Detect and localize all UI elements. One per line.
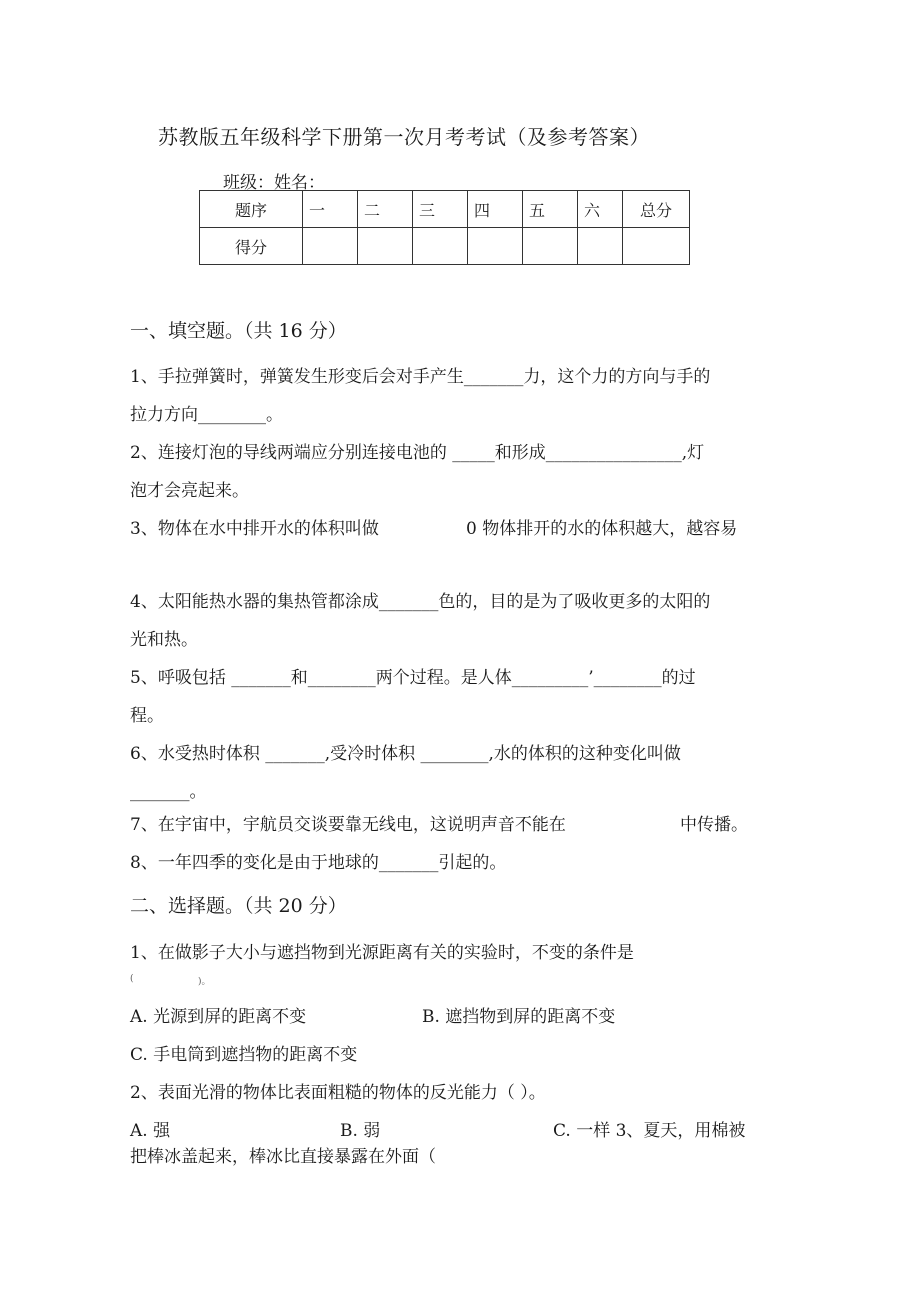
score-table-header-row: [200, 191, 690, 228]
score-cell[interactable]: [623, 228, 690, 265]
section-heading-choice: 二、选择题。（共 20 分）: [130, 895, 347, 917]
fill-question-line: 0 物体排开的水的体积越大，越容易: [466, 519, 738, 539]
choice-question-line: 2、表面光滑的物体比表面粗糙的物体的反光能力（ ）。: [130, 1083, 546, 1103]
fill-question-line: 1、手拉弹簧时，弹簧发生形变后会对手产生_______力，这个力的方向与手的: [130, 367, 711, 387]
option-c[interactable]: C. 手电筒到遮挡物的距离不变: [130, 1045, 358, 1065]
fill-question-line: 中传播。: [680, 815, 748, 835]
fill-question-line: 光和热。: [130, 630, 198, 650]
fill-question-line: 泡才会亮起来。: [130, 481, 249, 501]
fill-question-line: 8、一年四季的变化是由于地球的_______引起的。: [130, 853, 507, 873]
page-title: 苏教版五年级科学下册第一次月考考试（及参考答案）: [158, 125, 650, 149]
fill-question-line: _______。: [130, 782, 207, 802]
score-cell[interactable]: [523, 228, 578, 265]
score-header-cell: 总分: [623, 191, 690, 228]
fill-question-line: 2、连接灯泡的导线两端应分别连接电池的 _____和形成________________,灯: [130, 443, 705, 463]
answer-paren-open: (: [130, 974, 134, 984]
option-a[interactable]: A. 强: [130, 1121, 171, 1141]
score-header-cell: 四: [468, 191, 523, 228]
score-header-cell: 五: [523, 191, 578, 228]
option-b[interactable]: B. 弱: [340, 1121, 381, 1141]
score-header-cell: 六: [578, 191, 623, 228]
option-b[interactable]: B. 遮挡物到屏的距离不变: [422, 1007, 616, 1027]
option-a[interactable]: A. 光源到屏的距离不变: [130, 1007, 307, 1027]
section-heading-fill: 一、填空题。（共 16 分）: [130, 320, 347, 342]
score-header-cell: 题序: [200, 191, 303, 228]
score-header-cell: 二: [358, 191, 413, 228]
score-cell[interactable]: [303, 228, 358, 265]
option-c[interactable]: C. 一样 3、夏天，用棉被: [553, 1121, 746, 1141]
fill-question-line: 3、物体在水中排开水的体积叫做: [130, 519, 379, 539]
score-table: [199, 190, 690, 265]
score-cell[interactable]: [468, 228, 523, 265]
score-cell[interactable]: [578, 228, 623, 265]
score-header-cell: 三: [413, 191, 468, 228]
choice-question-line: 1、在做影子大小与遮挡物到光源距离有关的实验时，不变的条件是: [130, 943, 634, 963]
fill-question-line: 5、呼吸包括 _______和________两个过程。是人体_________’________的过: [130, 668, 696, 688]
score-table-score-row: [200, 228, 690, 265]
class-name-line: 班级：姓名：: [223, 173, 325, 193]
choice-question-line: 把棒冰盖起来，棒冰比直接暴露在外面（: [130, 1147, 436, 1167]
score-cell[interactable]: [358, 228, 413, 265]
fill-question-line: 4、太阳能热水器的集热管都涂成_______色的，目的是为了吸收更多的太阳的: [130, 592, 711, 612]
fill-question-line: 拉力方向________。: [130, 405, 283, 425]
score-header-cell: 一: [303, 191, 358, 228]
fill-question-line: 程。: [130, 706, 164, 726]
score-cell[interactable]: [413, 228, 468, 265]
fill-question-line: 7、在宇宙中，宇航员交谈要靠无线电，这说明声音不能在: [130, 815, 566, 835]
fill-question-line: 6、水受热时体积 _______,受冷时体积 ________,水的体积的这种变化叫做: [130, 744, 681, 764]
score-row-label: 得分: [200, 228, 303, 265]
answer-paren-close: )。: [198, 977, 211, 987]
